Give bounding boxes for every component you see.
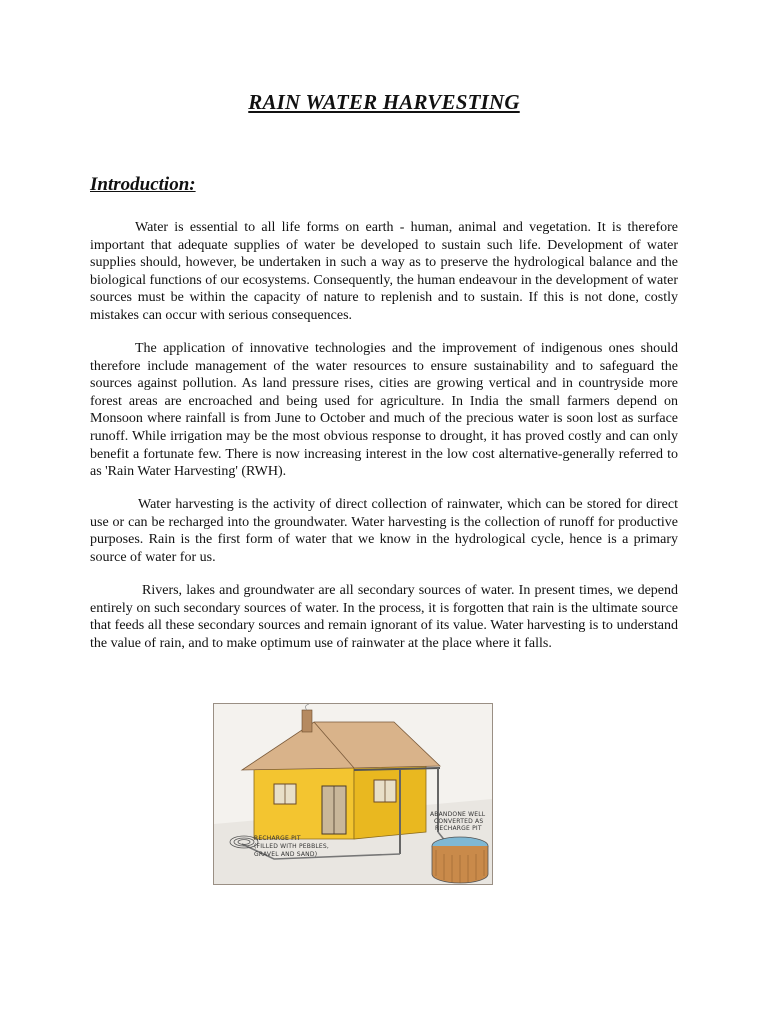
well-label-line: ABANDONE WELL: [430, 811, 486, 818]
section-heading: Introduction:: [90, 174, 196, 195]
paragraph-text: Rivers, lakes and groundwater are all secondary sources of water. In present times, we depend entirely on such secondary sources of water. In the process, it is forgotten that rain is the ultimate source that feeds all these secondary sources and remain ignorant of its value. Water harvesting is to understand the value of rain, and to make optimum use of rainwater at the place where it falls.: [90, 583, 678, 651]
well-label-line: CONVERTED AS: [434, 818, 484, 825]
paragraph: [90, 496, 678, 566]
paragraph: [90, 219, 678, 325]
document-title: RAIN WATER HARVESTING: [248, 90, 520, 114]
pit-label-line: RECHARGE PIT: [254, 835, 301, 842]
chimney: [302, 710, 312, 732]
paragraph: [90, 582, 678, 652]
paragraph-text: Water is essential to all life forms on earth - human, animal and vegetation. It is therefore important that adequate supplies of water be developed to sustain such life. Development of water supplies should, however, be undertaken in such a way as to preserve the hydrological balance and the biological functions of our ecosystems. Consequently, the human endeavour in the development of water sources must be within the capacity of nature to replenish and to sustain. If this is not done, costly mistakes can occur with serious consequences.: [90, 220, 678, 323]
paragraph-text: Water harvesting is the activity of direct collection of rainwater, which can be stored for direct use or can be recharged into the groundwater. Water harvesting is the collection of runoff for productive purposes. Rain is the first form of water that we know in the hydrological cycle, hence is a primary source of water for us.: [90, 497, 678, 565]
pit-label-line: GRAVEL AND SAND): [254, 851, 318, 858]
paragraph-text: The application of innovative technologies and the improvement of indigenous ones should therefore include management of the water resources to ensure sustainability and to safeguard the sources against pollution. As land pressure rises, cities are growing vertical and in countryside more forest areas are encroached and being used for agriculture. In India the small farmers depend on Monsoon where rainfall is from June to October and much of the precious water is soon lost as surface runoff. While irrigation may be the most obvious response to drought, it has proved costly and can only benefit a fortunate few. There is now increasing interest in the low cost alternative-generally referred to as 'Rain Water Harvesting' (RWH).: [90, 341, 678, 480]
rainwater-harvesting-illustration: [213, 703, 493, 885]
pit-label-line: (FILLED WITH PEBBLES,: [254, 843, 330, 850]
recharge-well: [432, 837, 488, 883]
paragraph: [90, 340, 678, 481]
well-label-line: RECHARGE PIT: [435, 825, 482, 832]
house-roof: [242, 722, 440, 770]
